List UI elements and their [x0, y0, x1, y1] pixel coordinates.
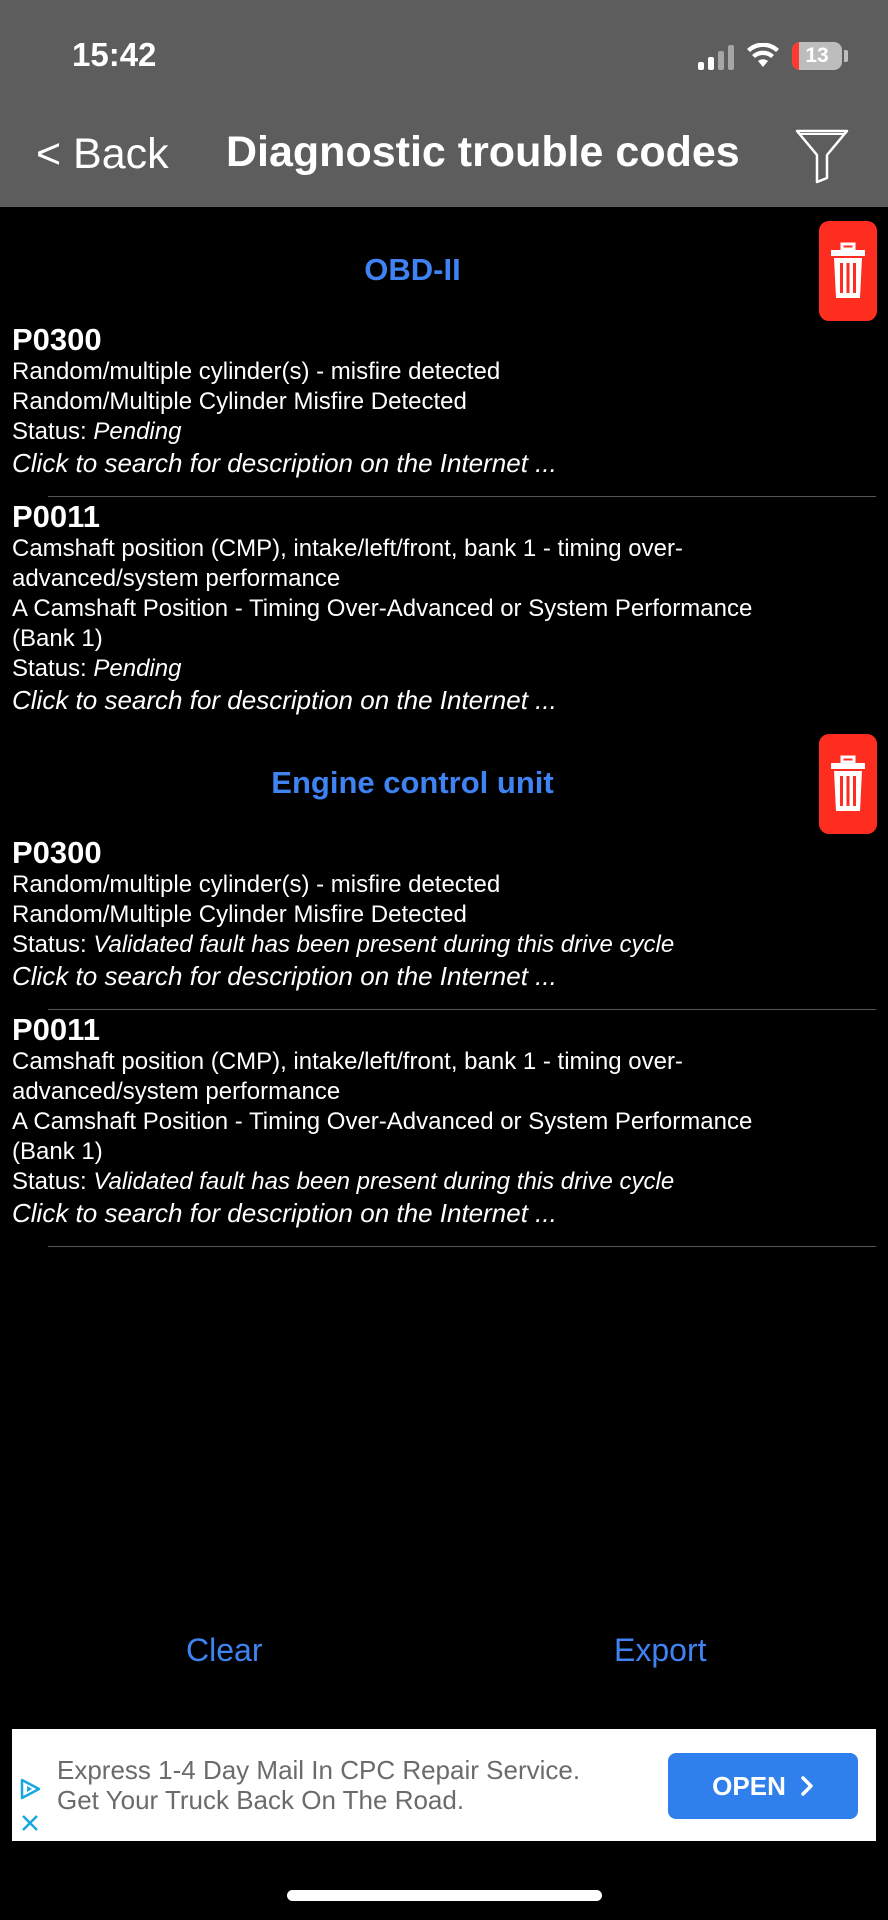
ad-line-2: Get Your Truck Back On The Road.	[57, 1785, 465, 1815]
dtc-description-alt: Random/Multiple Cylinder Misfire Detected	[12, 901, 467, 928]
dtc-status	[12, 1167, 872, 1197]
dtc-code: P0300	[12, 835, 102, 870]
ad-open-button[interactable]	[668, 1753, 858, 1819]
status-value: Pending	[93, 655, 182, 682]
clear-button[interactable]: Clear	[186, 1632, 263, 1668]
dtc-code: P0011	[12, 1012, 100, 1047]
status-label: Status:	[12, 931, 94, 958]
dtc-description-cont: advanced/system performance	[12, 1078, 341, 1105]
cellular-signal-icon	[698, 42, 734, 70]
separator	[48, 1246, 876, 1247]
chevron-right-icon	[800, 1775, 814, 1797]
search-internet-link[interactable]: Click to search for description on the Internet ...	[12, 961, 557, 991]
dtc-description: Camshaft position (CMP), intake/left/front, bank 1 - timing over-	[12, 1048, 683, 1075]
dtc-code: P0300	[12, 322, 102, 357]
dtc-description-alt-cont: (Bank 1)	[12, 625, 103, 652]
dtc-description: Camshaft position (CMP), intake/left/front, bank 1 - timing over-	[12, 535, 683, 562]
dtc-status	[12, 930, 872, 960]
search-internet-link[interactable]: Click to search for description on the Internet ...	[12, 448, 557, 478]
ad-choices-icon[interactable]	[18, 1777, 42, 1801]
status-label: Status:	[12, 1168, 94, 1195]
separator	[48, 1009, 876, 1010]
delete-ecu-button[interactable]	[819, 734, 877, 834]
dtc-code: P0011	[12, 499, 100, 534]
separator	[48, 496, 876, 497]
dtc-status	[12, 654, 872, 684]
filter-icon[interactable]	[794, 128, 850, 184]
ad-banner[interactable]	[12, 1729, 876, 1841]
ad-line-1: Express 1-4 Day Mail In CPC Repair Service.	[57, 1755, 581, 1785]
status-time: 15:42	[72, 36, 157, 73]
search-internet-link[interactable]: Click to search for description on the Internet ...	[12, 1198, 557, 1228]
ad-text	[57, 1755, 617, 1815]
dtc-description-alt-cont: (Bank 1)	[12, 1138, 103, 1165]
battery-percent: 13	[805, 44, 829, 67]
back-button[interactable]: < Back	[36, 130, 169, 178]
home-indicator	[287, 1890, 602, 1901]
status-value: Validated fault has been present during this drive cycle	[93, 931, 675, 958]
battery-tip	[844, 50, 848, 62]
search-internet-link[interactable]: Click to search for description on the Internet ...	[12, 685, 557, 715]
dtc-item[interactable]	[12, 836, 872, 992]
dtc-description-cont: advanced/system performance	[12, 565, 341, 592]
battery-icon	[792, 42, 842, 70]
dtc-description-alt: A Camshaft Position - Timing Over-Advanced or System Performance	[12, 595, 753, 622]
status-label: Status:	[12, 418, 94, 445]
dtc-description: Random/multiple cylinder(s) - misfire detected	[12, 358, 501, 385]
dtc-item[interactable]	[12, 1013, 872, 1229]
delete-obd2-button[interactable]	[819, 221, 877, 321]
dtc-description-alt: A Camshaft Position - Timing Over-Advanced or System Performance	[12, 1108, 753, 1135]
page-title: Diagnostic trouble codes	[226, 128, 740, 176]
status-label: Status:	[12, 655, 94, 682]
section-title-obd2: OBD-II	[364, 252, 461, 287]
trash-icon	[829, 755, 867, 813]
dtc-description: Random/multiple cylinder(s) - misfire detected	[12, 871, 501, 898]
dtc-status	[12, 417, 872, 447]
trash-icon	[829, 242, 867, 300]
dtc-item[interactable]	[12, 323, 872, 479]
status-value: Pending	[93, 418, 182, 445]
dtc-description-alt: Random/Multiple Cylinder Misfire Detected	[12, 388, 467, 415]
dtc-item[interactable]	[12, 500, 872, 716]
battery-level	[792, 42, 799, 70]
export-button[interactable]: Export	[614, 1632, 707, 1668]
section-title-ecu: Engine control unit	[271, 765, 554, 800]
status-icons	[698, 36, 848, 76]
ad-close-icon[interactable]	[20, 1813, 40, 1833]
navigation-header	[0, 0, 888, 207]
wifi-icon	[746, 43, 780, 69]
status-value: Validated fault has been present during this drive cycle	[93, 1168, 675, 1195]
ad-open-label: OPEN	[712, 1770, 786, 1801]
